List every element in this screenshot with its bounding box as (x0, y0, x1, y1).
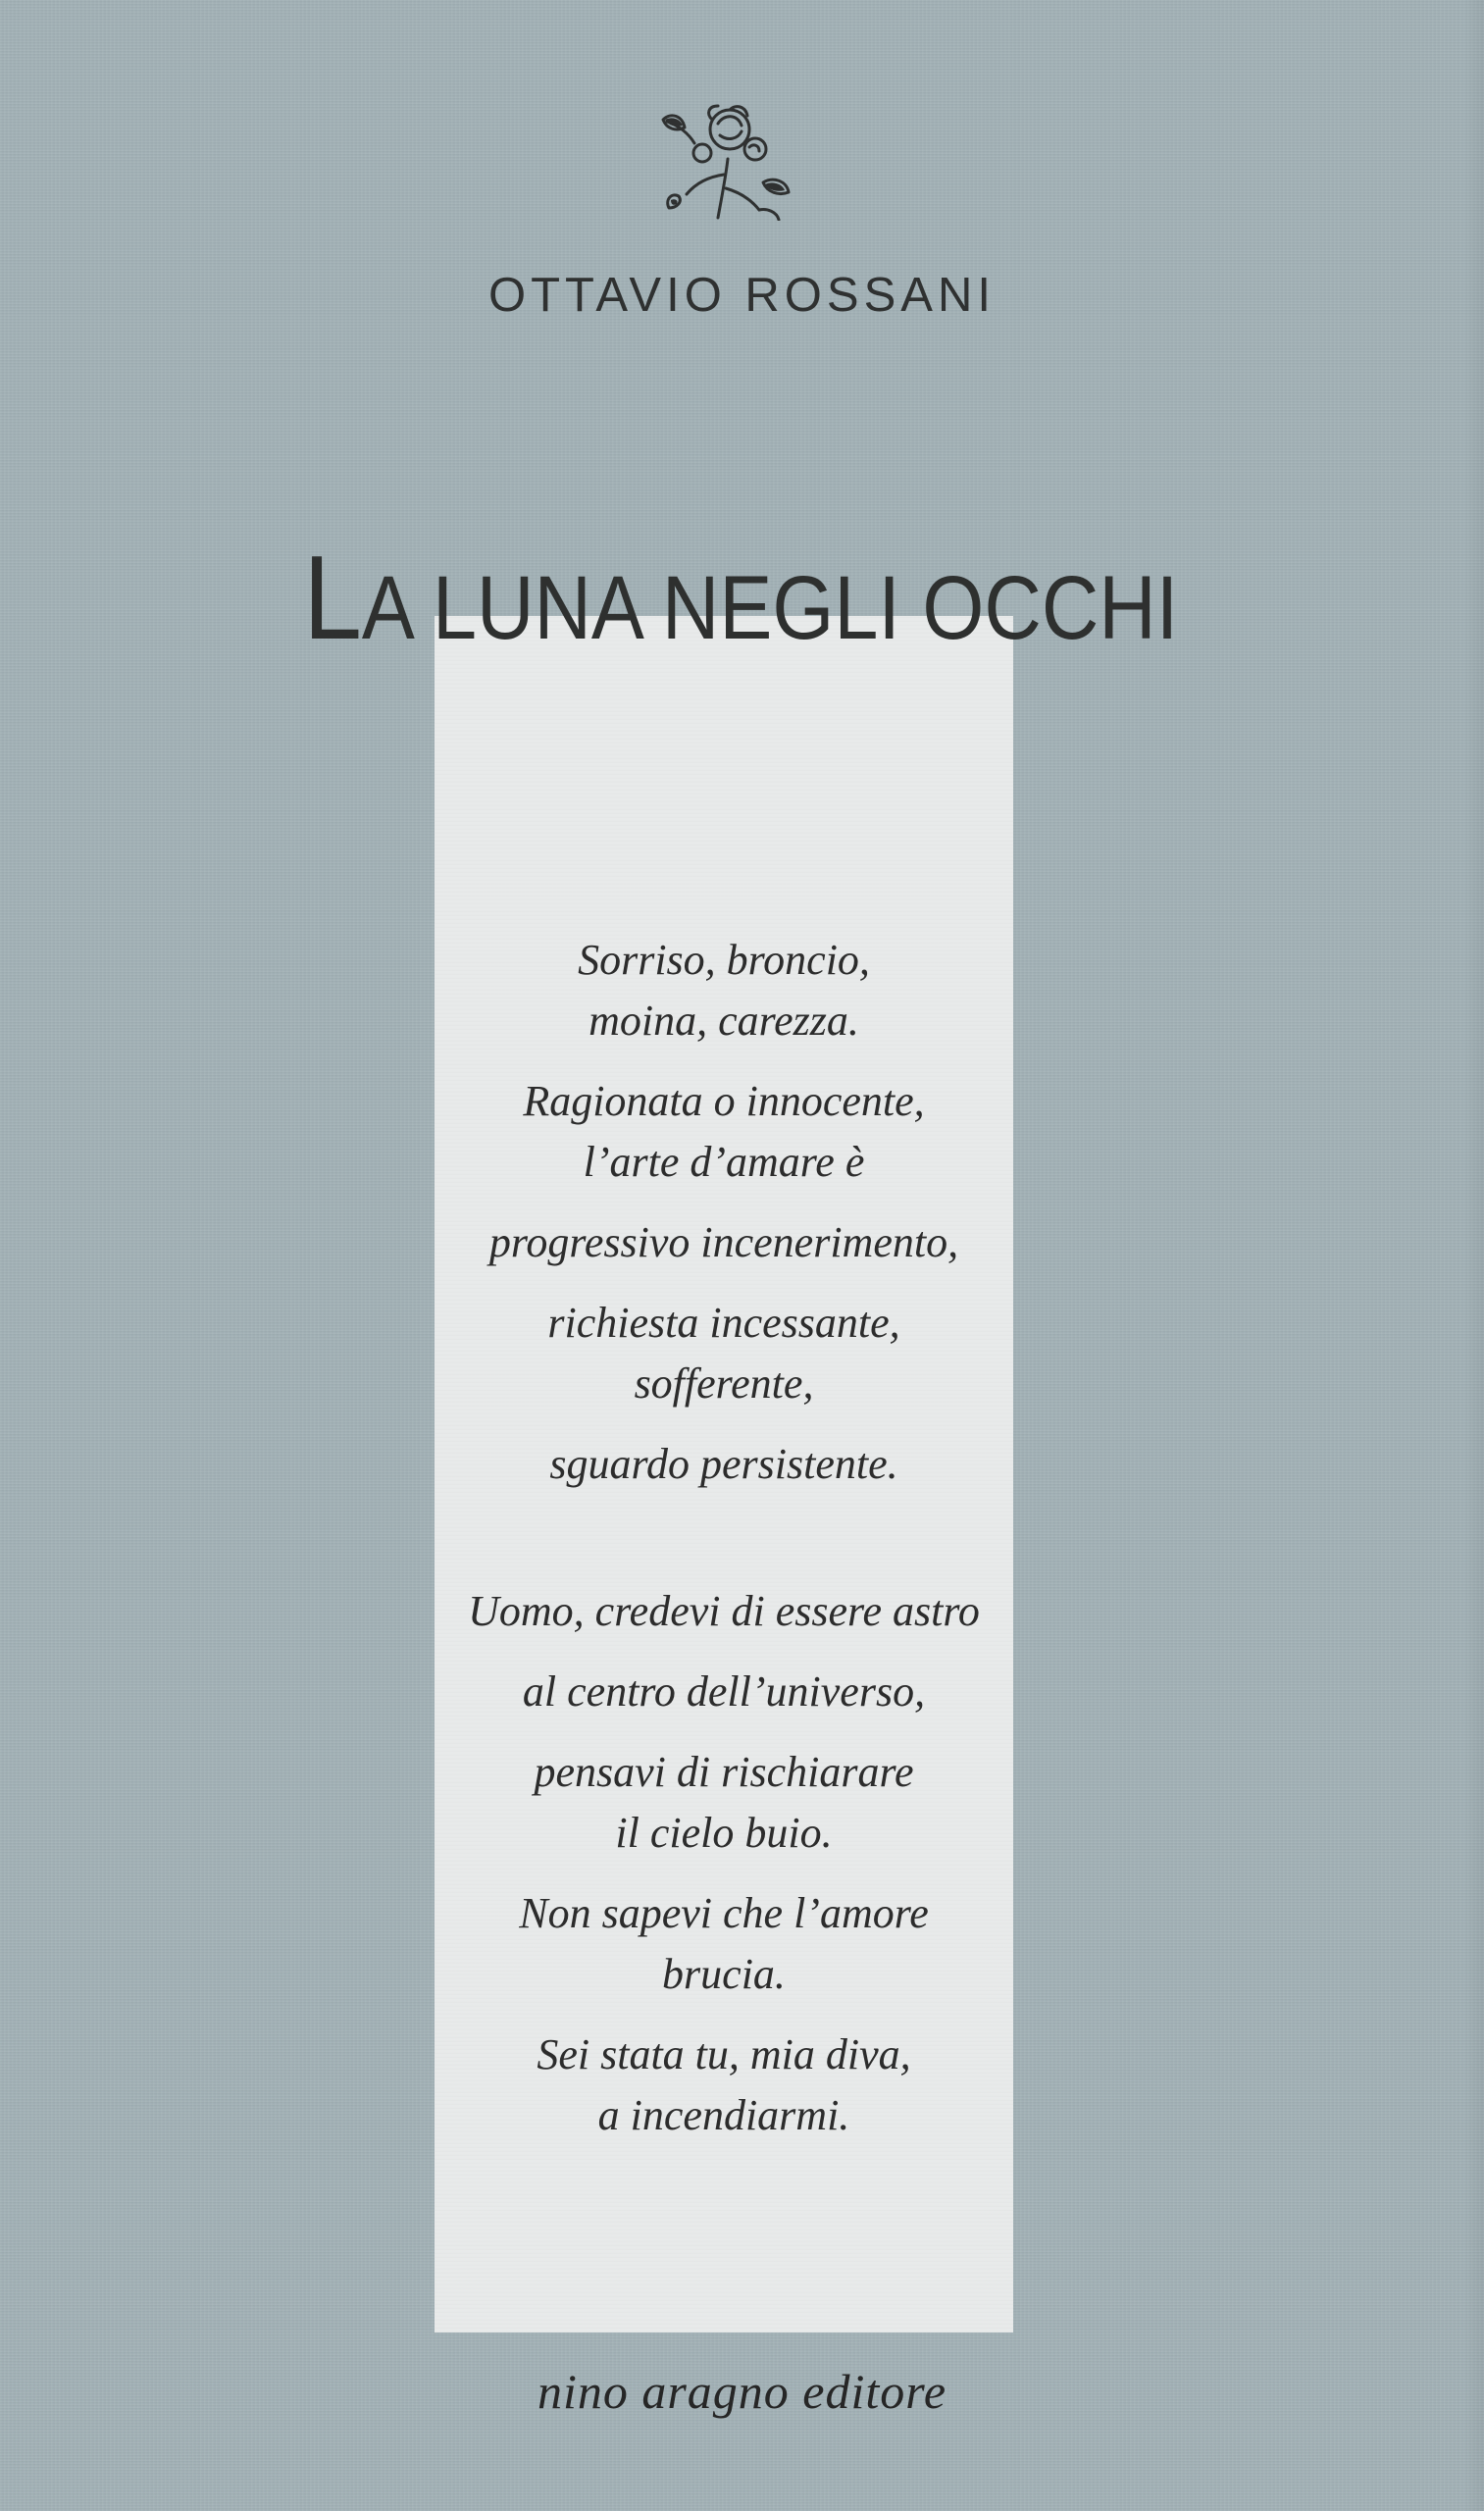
flower-emblem-icon (649, 98, 806, 221)
poem-line: Ragionata o innocente, (523, 1077, 925, 1125)
poem-line: l’arte d’amare è (583, 1138, 865, 1186)
poem-line: a incendiarmi. (597, 2091, 850, 2139)
title-rest: A LUNA NEGLI OCCHI (361, 558, 1179, 658)
poem-line: Sorriso, broncio, (578, 936, 870, 984)
publisher-name: nino aragno editore (537, 2364, 947, 2419)
poem-line: sofferente, (634, 1359, 814, 1408)
stanza-break (435, 1514, 1013, 1581)
title-initial: L (303, 531, 362, 664)
poem-stanza-line-group (435, 2024, 1013, 2146)
poem-line: brucia. (662, 1950, 786, 1998)
poem-stanza-line-group (435, 1662, 1013, 1722)
poem-stanza-line-group (435, 1293, 1013, 1414)
book-title (88, 531, 1394, 664)
poem-line: sguardo persistente. (549, 1440, 898, 1488)
poem-text (435, 930, 1013, 2166)
poem-stanza-line-group (435, 1883, 1013, 2005)
poem-line: moina, carezza. (588, 997, 859, 1045)
poem-stanza-line-group (435, 1742, 1013, 1864)
poem-stanza-line-group (435, 1071, 1013, 1193)
poem-stanza-line-group (435, 1581, 1013, 1642)
poem-stanza-line-group (435, 1212, 1013, 1273)
poem-line: richiesta incessante, (547, 1299, 900, 1347)
poem-stanza-line-group (435, 1434, 1013, 1495)
poem-line: Non sapevi che l’amore (519, 1889, 929, 1937)
cover-edge-shadow (1462, 0, 1484, 2511)
poem-line: Uomo, credevi di essere astro (468, 1587, 980, 1635)
poem-line: pensavi di rischiarare (534, 1748, 914, 1796)
poem-stanza-line-group (435, 930, 1013, 1051)
poem-line: il cielo buio. (615, 1809, 833, 1857)
author-name: OTTAVIO ROSSANI (488, 269, 996, 322)
poem-line: al centro dell’universo, (522, 1667, 926, 1716)
poem-line: Sei stata tu, mia diva, (537, 2030, 911, 2078)
poem-line: progressivo incenerimento, (488, 1218, 959, 1266)
